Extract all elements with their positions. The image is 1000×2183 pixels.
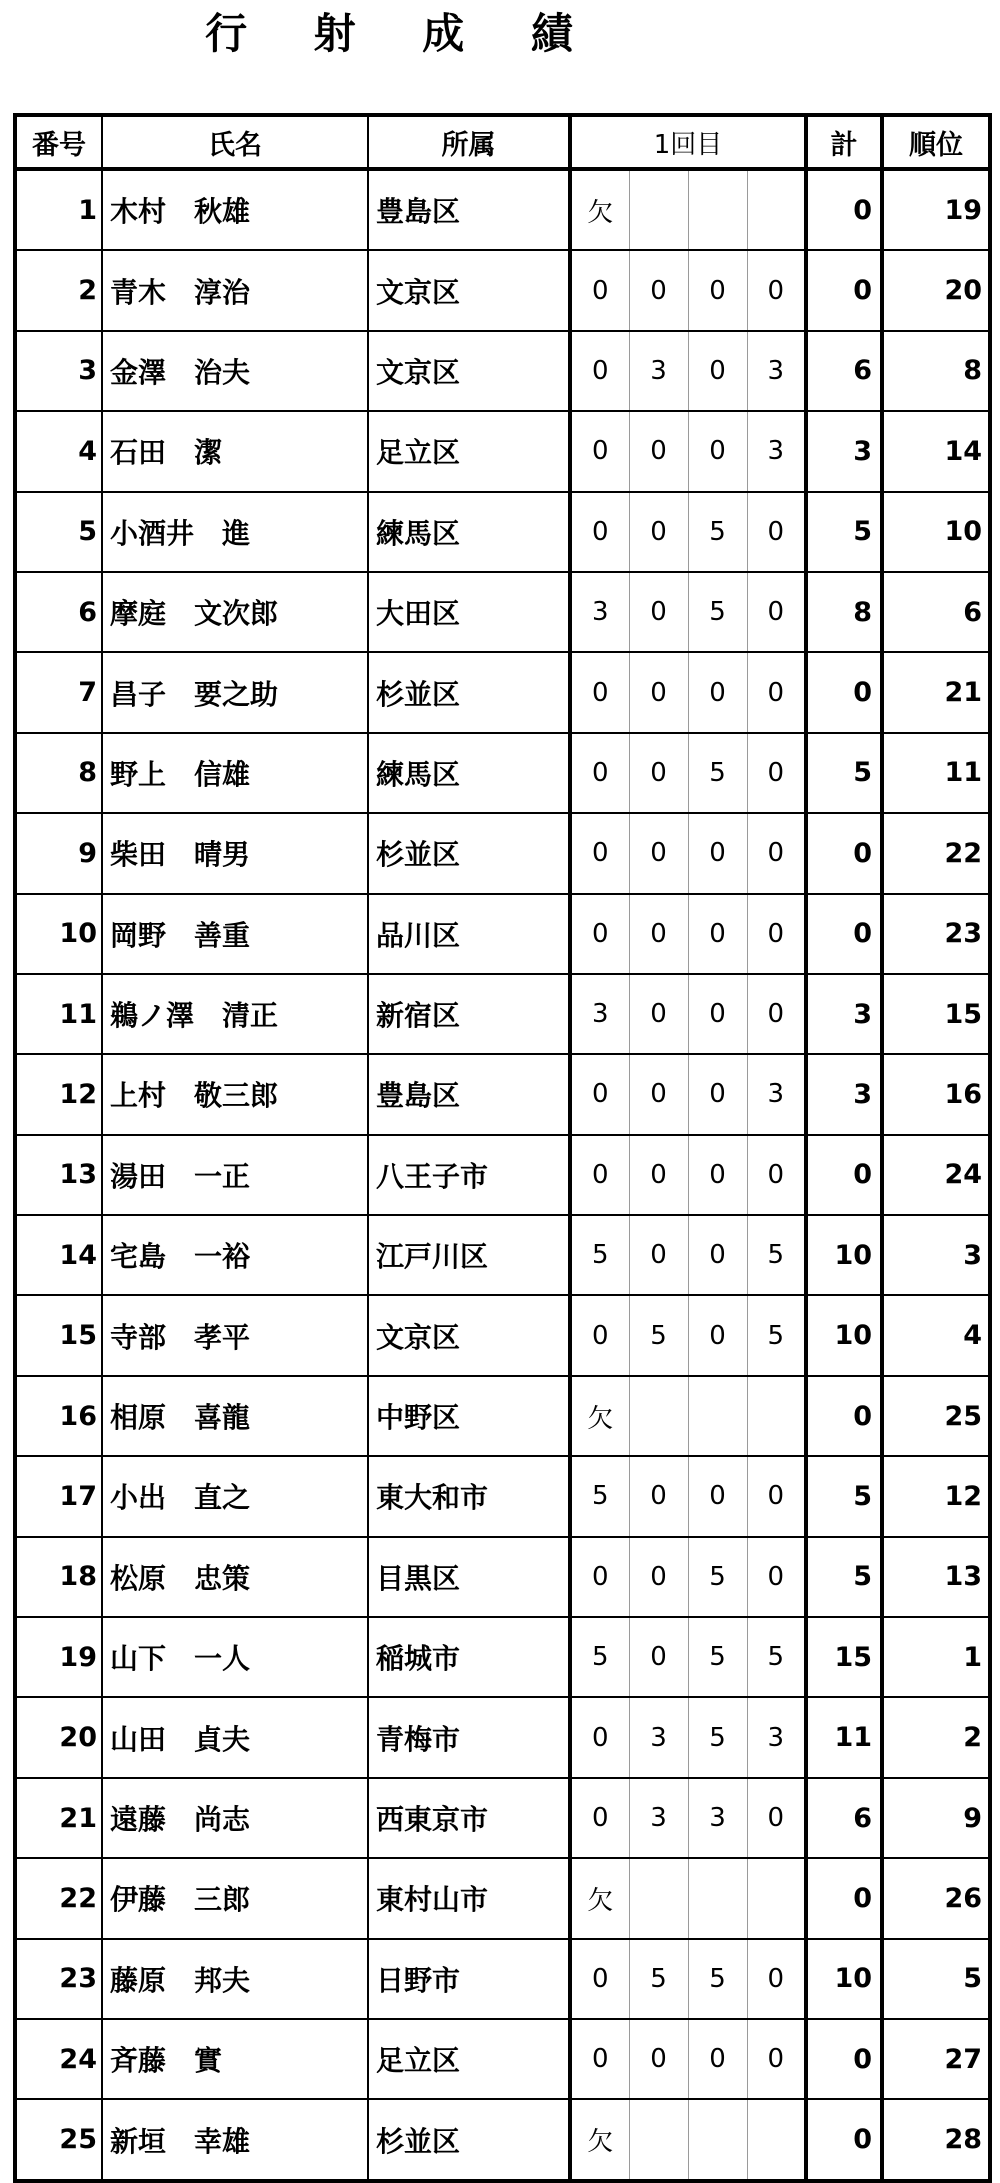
row-rank: 15 (882, 974, 990, 1054)
header-affiliation: 所属 (368, 115, 570, 169)
table-row (15, 1858, 990, 1938)
row-score-3: 0 (688, 2019, 747, 2099)
row-score-1: 0 (570, 1537, 629, 1617)
table-row (15, 733, 990, 813)
row-affiliation: 文京区 (368, 250, 570, 330)
row-score-1: 0 (570, 250, 629, 330)
row-number: 5 (15, 492, 102, 572)
row-score-3: 0 (688, 652, 747, 732)
table-row (15, 1778, 990, 1858)
row-rank: 25 (882, 1376, 990, 1456)
row-score-4: 0 (747, 572, 806, 652)
row-score-1: 0 (570, 894, 629, 974)
row-name: 藤原 邦夫 (102, 1939, 368, 2019)
row-number: 18 (15, 1537, 102, 1617)
table-row (15, 652, 990, 732)
row-score-2: 0 (629, 1537, 688, 1617)
table-row (15, 1295, 990, 1375)
row-score-1: 0 (570, 733, 629, 813)
row-name: 新垣 幸雄 (102, 2099, 368, 2180)
row-score-2: 0 (629, 2019, 688, 2099)
row-total: 8 (806, 572, 882, 652)
row-score-2: 0 (629, 974, 688, 1054)
table-row (15, 492, 990, 572)
row-score-4: 0 (747, 813, 806, 893)
row-name: 鵜ノ澤 清正 (102, 974, 368, 1054)
row-score-1: 0 (570, 492, 629, 572)
row-score-3: 0 (688, 1295, 747, 1375)
row-affiliation: 練馬区 (368, 492, 570, 572)
header-rank: 順位 (882, 115, 990, 169)
row-number: 20 (15, 1697, 102, 1777)
row-name: 寺部 孝平 (102, 1295, 368, 1375)
row-rank: 6 (882, 572, 990, 652)
row-affiliation: 日野市 (368, 1939, 570, 2019)
row-score-2: 0 (629, 1215, 688, 1295)
row-score-4: 0 (747, 652, 806, 732)
row-score-3 (688, 2099, 747, 2180)
row-total: 0 (806, 1135, 882, 1215)
row-rank: 26 (882, 1858, 990, 1938)
row-total: 6 (806, 1778, 882, 1858)
row-score-3 (688, 1376, 747, 1456)
row-name: 湯田 一正 (102, 1135, 368, 1215)
row-score-2: 0 (629, 813, 688, 893)
table-row (15, 1939, 990, 2019)
row-score-4: 0 (747, 1778, 806, 1858)
row-affiliation: 文京区 (368, 331, 570, 411)
header-number: 番号 (15, 115, 102, 169)
row-score-4: 3 (747, 411, 806, 491)
row-score-1: 0 (570, 1939, 629, 2019)
row-score-4: 0 (747, 1135, 806, 1215)
row-score-2: 0 (629, 733, 688, 813)
row-rank: 21 (882, 652, 990, 732)
row-rank: 28 (882, 2099, 990, 2180)
row-score-3: 3 (688, 1778, 747, 1858)
row-name: 山下 一人 (102, 1617, 368, 1697)
row-score-4: 3 (747, 1697, 806, 1777)
row-score-4: 0 (747, 733, 806, 813)
row-total: 10 (806, 1939, 882, 2019)
row-score-4: 0 (747, 1939, 806, 2019)
table-row (15, 169, 990, 250)
table-row (15, 1054, 990, 1134)
row-score-4: 0 (747, 250, 806, 330)
row-total: 0 (806, 652, 882, 732)
table-row (15, 1215, 990, 1295)
row-rank: 8 (882, 331, 990, 411)
table-row (15, 1376, 990, 1456)
row-affiliation: 八王子市 (368, 1135, 570, 1215)
table-row (15, 1537, 990, 1617)
row-total: 0 (806, 1376, 882, 1456)
row-score-3: 5 (688, 1939, 747, 2019)
row-score-2: 0 (629, 1135, 688, 1215)
row-affiliation: 大田区 (368, 572, 570, 652)
row-affiliation: 青梅市 (368, 1697, 570, 1777)
row-score-1: 欠 (570, 2099, 629, 2180)
row-score-3: 0 (688, 894, 747, 974)
row-score-4: 3 (747, 1054, 806, 1134)
row-score-4: 5 (747, 1215, 806, 1295)
row-score-4: 0 (747, 492, 806, 572)
row-total: 3 (806, 1054, 882, 1134)
row-rank: 22 (882, 813, 990, 893)
table-row (15, 1617, 990, 1697)
row-score-4: 3 (747, 331, 806, 411)
row-number: 3 (15, 331, 102, 411)
row-number: 21 (15, 1778, 102, 1858)
row-total: 5 (806, 733, 882, 813)
row-name: 遠藤 尚志 (102, 1778, 368, 1858)
row-score-4 (747, 2099, 806, 2180)
row-score-1: 3 (570, 572, 629, 652)
table-row (15, 572, 990, 652)
row-affiliation: 中野区 (368, 1376, 570, 1456)
row-score-1: 0 (570, 1135, 629, 1215)
row-number: 10 (15, 894, 102, 974)
row-affiliation: 目黒区 (368, 1537, 570, 1617)
row-number: 15 (15, 1295, 102, 1375)
row-total: 5 (806, 1456, 882, 1536)
row-rank: 11 (882, 733, 990, 813)
row-name: 金澤 治夫 (102, 331, 368, 411)
row-affiliation: 文京区 (368, 1295, 570, 1375)
row-number: 2 (15, 250, 102, 330)
row-score-3: 5 (688, 572, 747, 652)
row-total: 10 (806, 1215, 882, 1295)
row-score-2: 0 (629, 1054, 688, 1134)
row-affiliation: 江戸川区 (368, 1215, 570, 1295)
row-total: 6 (806, 331, 882, 411)
row-score-1: 0 (570, 1778, 629, 1858)
table-row (15, 894, 990, 974)
row-score-3 (688, 1858, 747, 1938)
row-name: 宅島 一裕 (102, 1215, 368, 1295)
row-score-4: 0 (747, 1456, 806, 1536)
row-score-3: 5 (688, 1617, 747, 1697)
row-name: 柴田 晴男 (102, 813, 368, 893)
row-name: 小酒井 進 (102, 492, 368, 572)
row-number: 16 (15, 1376, 102, 1456)
row-score-3: 0 (688, 411, 747, 491)
row-name: 野上 信雄 (102, 733, 368, 813)
row-rank: 20 (882, 250, 990, 330)
row-score-2 (629, 1858, 688, 1938)
page-title: 行 射 成 績 (205, 9, 599, 58)
row-name: 上村 敬三郎 (102, 1054, 368, 1134)
row-score-3: 0 (688, 331, 747, 411)
row-affiliation: 豊島区 (368, 169, 570, 250)
row-name: 木村 秋雄 (102, 169, 368, 250)
table-row (15, 2019, 990, 2099)
row-affiliation: 杉並区 (368, 813, 570, 893)
row-score-2: 0 (629, 572, 688, 652)
row-number: 14 (15, 1215, 102, 1295)
row-score-2 (629, 169, 688, 250)
table-row (15, 411, 990, 491)
row-total: 0 (806, 2099, 882, 2180)
row-score-3 (688, 169, 747, 250)
row-rank: 24 (882, 1135, 990, 1215)
row-rank: 12 (882, 1456, 990, 1536)
row-score-2: 3 (629, 1697, 688, 1777)
row-total: 0 (806, 894, 882, 974)
row-score-1: 5 (570, 1617, 629, 1697)
table-row (15, 1697, 990, 1777)
row-number: 22 (15, 1858, 102, 1938)
row-score-4: 0 (747, 2019, 806, 2099)
row-rank: 27 (882, 2019, 990, 2099)
row-score-3: 0 (688, 813, 747, 893)
row-affiliation: 足立区 (368, 411, 570, 491)
row-name: 松原 忠策 (102, 1537, 368, 1617)
row-score-4: 0 (747, 974, 806, 1054)
row-score-4 (747, 1858, 806, 1938)
table-row (15, 2099, 990, 2180)
row-total: 0 (806, 813, 882, 893)
row-score-1: 0 (570, 813, 629, 893)
row-affiliation: 稲城市 (368, 1617, 570, 1697)
row-score-1: 5 (570, 1215, 629, 1295)
row-score-1: 0 (570, 1295, 629, 1375)
row-score-2: 0 (629, 250, 688, 330)
row-score-2: 0 (629, 652, 688, 732)
row-rank: 9 (882, 1778, 990, 1858)
row-affiliation: 品川区 (368, 894, 570, 974)
row-score-4 (747, 1376, 806, 1456)
row-number: 25 (15, 2099, 102, 2180)
row-total: 5 (806, 492, 882, 572)
row-score-3: 0 (688, 250, 747, 330)
row-score-4: 5 (747, 1295, 806, 1375)
row-number: 7 (15, 652, 102, 732)
row-rank: 2 (882, 1697, 990, 1777)
row-number: 1 (15, 169, 102, 250)
row-score-1: 欠 (570, 1858, 629, 1938)
row-score-3: 0 (688, 1215, 747, 1295)
row-affiliation: 練馬区 (368, 733, 570, 813)
table-row (15, 1456, 990, 1536)
row-score-2: 0 (629, 1456, 688, 1536)
header-total: 計 (806, 115, 882, 169)
row-name: 岡野 善重 (102, 894, 368, 974)
row-score-3: 5 (688, 733, 747, 813)
row-total: 3 (806, 974, 882, 1054)
row-score-4: 5 (747, 1617, 806, 1697)
table-row (15, 331, 990, 411)
row-score-1: 0 (570, 411, 629, 491)
row-score-3: 5 (688, 492, 747, 572)
row-name: 昌子 要之助 (102, 652, 368, 732)
row-number: 13 (15, 1135, 102, 1215)
row-total: 11 (806, 1697, 882, 1777)
row-score-2 (629, 2099, 688, 2180)
table-row (15, 974, 990, 1054)
row-affiliation: 豊島区 (368, 1054, 570, 1134)
row-name: 青木 淳治 (102, 250, 368, 330)
row-total: 10 (806, 1295, 882, 1375)
row-score-1: 3 (570, 974, 629, 1054)
row-score-3: 5 (688, 1697, 747, 1777)
row-name: 小出 直之 (102, 1456, 368, 1536)
table-row (15, 813, 990, 893)
row-name: 伊藤 三郎 (102, 1858, 368, 1938)
header-row (15, 115, 990, 169)
row-rank: 14 (882, 411, 990, 491)
row-affiliation: 西東京市 (368, 1778, 570, 1858)
row-affiliation: 新宿区 (368, 974, 570, 1054)
row-score-2: 0 (629, 492, 688, 572)
row-number: 6 (15, 572, 102, 652)
row-score-2: 3 (629, 1778, 688, 1858)
row-score-2: 5 (629, 1295, 688, 1375)
row-number: 9 (15, 813, 102, 893)
row-total: 15 (806, 1617, 882, 1697)
row-score-3: 5 (688, 1537, 747, 1617)
row-score-2: 0 (629, 411, 688, 491)
row-number: 24 (15, 2019, 102, 2099)
row-score-4: 0 (747, 1537, 806, 1617)
row-score-2: 3 (629, 331, 688, 411)
row-total: 3 (806, 411, 882, 491)
row-score-1: 0 (570, 652, 629, 732)
row-number: 11 (15, 974, 102, 1054)
row-name: 山田 貞夫 (102, 1697, 368, 1777)
row-score-2: 0 (629, 894, 688, 974)
row-score-1: 0 (570, 2019, 629, 2099)
row-score-2 (629, 1376, 688, 1456)
row-affiliation: 東大和市 (368, 1456, 570, 1536)
row-score-3: 0 (688, 974, 747, 1054)
row-number: 8 (15, 733, 102, 813)
row-rank: 10 (882, 492, 990, 572)
row-name: 石田 潔 (102, 411, 368, 491)
row-number: 17 (15, 1456, 102, 1536)
row-score-4 (747, 169, 806, 250)
row-rank: 13 (882, 1537, 990, 1617)
row-affiliation: 足立区 (368, 2019, 570, 2099)
row-score-2: 5 (629, 1939, 688, 2019)
row-score-3: 0 (688, 1135, 747, 1215)
row-affiliation: 杉並区 (368, 652, 570, 732)
row-total: 0 (806, 1858, 882, 1938)
row-rank: 23 (882, 894, 990, 974)
row-rank: 16 (882, 1054, 990, 1134)
row-name: 摩庭 文次郎 (102, 572, 368, 652)
row-score-2: 0 (629, 1617, 688, 1697)
row-score-3: 0 (688, 1456, 747, 1536)
row-total: 0 (806, 169, 882, 250)
row-rank: 19 (882, 169, 990, 250)
row-rank: 4 (882, 1295, 990, 1375)
row-affiliation: 東村山市 (368, 1858, 570, 1938)
row-score-1: 欠 (570, 169, 629, 250)
row-score-1: 0 (570, 1054, 629, 1134)
row-total: 0 (806, 250, 882, 330)
header-round-1: 1回目 (570, 115, 806, 169)
row-score-1: 0 (570, 1697, 629, 1777)
row-number: 12 (15, 1054, 102, 1134)
row-number: 19 (15, 1617, 102, 1697)
results-table (13, 113, 992, 2183)
row-rank: 3 (882, 1215, 990, 1295)
row-name: 斉藤 實 (102, 2019, 368, 2099)
row-total: 5 (806, 1537, 882, 1617)
row-score-4: 0 (747, 894, 806, 974)
table-row (15, 1135, 990, 1215)
row-score-1: 0 (570, 331, 629, 411)
row-rank: 5 (882, 1939, 990, 2019)
row-number: 23 (15, 1939, 102, 2019)
row-total: 0 (806, 2019, 882, 2099)
row-rank: 1 (882, 1617, 990, 1697)
row-number: 4 (15, 411, 102, 491)
table-row (15, 250, 990, 330)
row-name: 相原 喜龍 (102, 1376, 368, 1456)
row-score-3: 0 (688, 1054, 747, 1134)
header-name: 氏名 (102, 115, 368, 169)
row-score-1: 欠 (570, 1376, 629, 1456)
row-affiliation: 杉並区 (368, 2099, 570, 2180)
row-score-1: 5 (570, 1456, 629, 1536)
